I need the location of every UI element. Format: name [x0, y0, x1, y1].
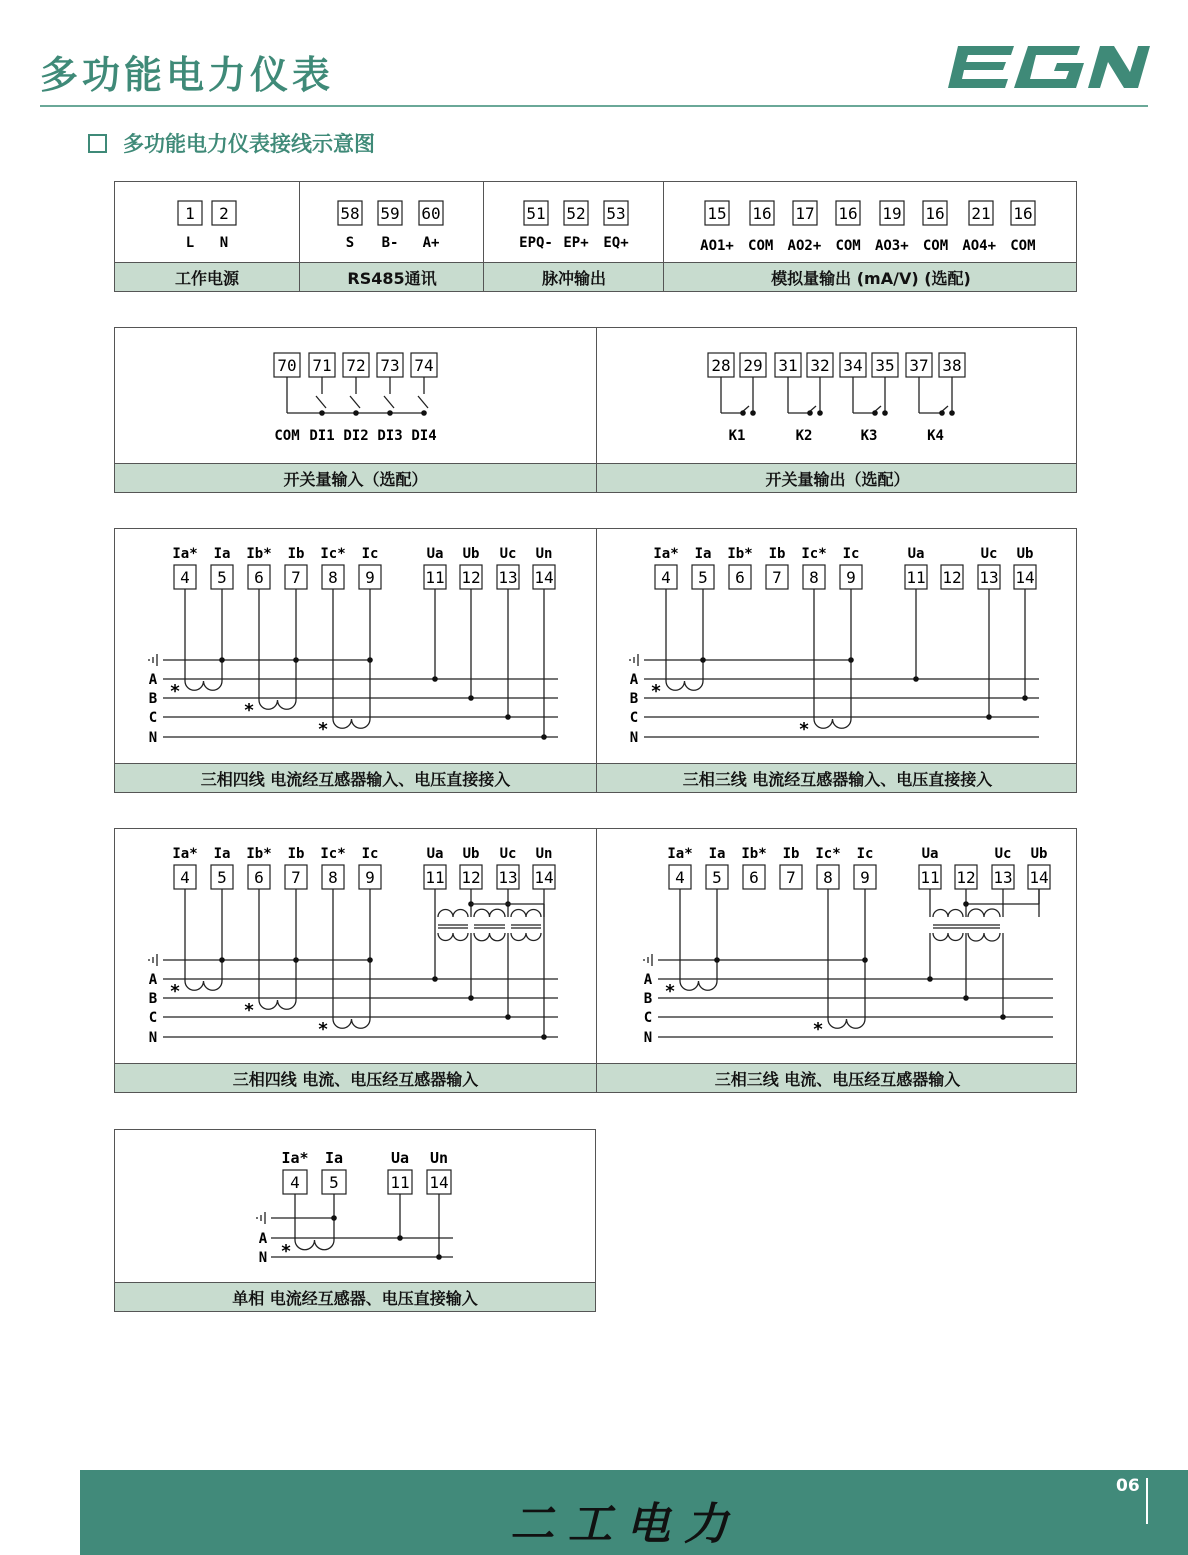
- switch-contact: [316, 396, 326, 408]
- terminal-label: Ub: [462, 846, 480, 862]
- junction-dot: [939, 410, 945, 416]
- terminal-number: 5: [712, 868, 722, 887]
- caption-3p4w-ct: 三相四线 电流经互感器输入、电压直接接入: [200, 769, 511, 789]
- terminal-label: A: [629, 672, 639, 688]
- polarity-star: *: [664, 981, 676, 1002]
- terminal-number: 73: [380, 356, 400, 375]
- terminal-label: C: [148, 1010, 158, 1026]
- ct-coil: [333, 1019, 370, 1028]
- terminal-label: AO3+: [874, 238, 909, 254]
- terminal-label: N: [643, 1030, 653, 1046]
- terminal-number: 19: [882, 204, 902, 223]
- junction-dot: [397, 1235, 403, 1241]
- terminal-label: Ia: [694, 546, 712, 562]
- terminal-label: Ia: [708, 846, 726, 862]
- terminal-number: 8: [328, 568, 338, 587]
- terminal-number: 60: [421, 204, 441, 223]
- terminal-label: B: [148, 991, 158, 1007]
- junction-dot: [882, 410, 888, 416]
- terminal-number: 12: [942, 568, 962, 587]
- ct-coil: [438, 910, 468, 918]
- terminal-number: 13: [979, 568, 999, 587]
- polarity-star: *: [798, 719, 810, 740]
- ct-coil: [933, 910, 963, 918]
- terminal-label: A: [643, 972, 653, 988]
- ct-coil: [666, 681, 703, 690]
- junction-dot: [700, 657, 706, 663]
- terminal-number: 4: [290, 1173, 300, 1192]
- terminal-number: 28: [711, 356, 731, 375]
- terminal-number: 6: [749, 868, 759, 887]
- junction-dot: [541, 734, 547, 740]
- terminal-number: 6: [254, 868, 264, 887]
- ct-coil: [185, 981, 222, 990]
- terminal-label: EQ+: [603, 235, 629, 251]
- terminal-label: Ub: [1016, 546, 1034, 562]
- ct-coil: [259, 1000, 296, 1009]
- terminal-number: 74: [414, 356, 434, 375]
- junction-dot: [319, 410, 325, 416]
- terminal-label: C: [148, 710, 158, 726]
- terminal-number: 11: [425, 568, 445, 587]
- terminal-number: 35: [875, 356, 895, 375]
- terminal-number: 4: [675, 868, 685, 887]
- terminal-label: Uc: [994, 846, 1012, 862]
- terminal-number: 16: [838, 204, 858, 223]
- terminal-number: 9: [365, 868, 375, 887]
- terminal-label: B: [643, 991, 653, 1007]
- terminal-number: 4: [661, 568, 671, 587]
- terminal-number: 38: [942, 356, 962, 375]
- junction-dot: [367, 957, 373, 963]
- terminal-label: AO4+: [962, 238, 997, 254]
- io-panel: [114, 327, 1077, 493]
- terminal-number: 5: [329, 1173, 339, 1192]
- terminal-label: Ua: [921, 846, 939, 862]
- terminal-number: 6: [254, 568, 264, 587]
- junction-dot: [293, 657, 299, 663]
- terminal-label: Un: [535, 846, 553, 862]
- terminal-label: Ib: [287, 846, 305, 862]
- terminal-number: 21: [971, 204, 991, 223]
- junction-dot: [421, 410, 427, 416]
- terminal-label: AO2+: [787, 238, 822, 254]
- terminal-label: DI4: [411, 428, 437, 444]
- junction-dot: [872, 410, 878, 416]
- polarity-star: *: [169, 981, 181, 1002]
- terminal-label: DI2: [343, 428, 369, 444]
- junction-dot: [432, 976, 438, 982]
- junction-dot: [468, 995, 474, 1001]
- ct-coil: [968, 933, 1000, 941]
- terminal-number: 7: [786, 868, 796, 887]
- terminal-label: Ic*: [320, 546, 346, 562]
- terminal-label: Ic*: [815, 846, 841, 862]
- terminal-label: Ib: [782, 846, 800, 862]
- terminal-panel: [114, 181, 1077, 292]
- terminal-label: Un: [429, 1149, 449, 1167]
- wiring-panel-2: [114, 828, 1077, 1093]
- terminal-label: C: [629, 710, 639, 726]
- terminal-label: L: [185, 235, 195, 251]
- terminal-label: B: [629, 691, 639, 707]
- terminal-number: 13: [498, 868, 518, 887]
- junction-dot: [1022, 695, 1028, 701]
- terminal-number: 9: [846, 568, 856, 587]
- junction-dot: [986, 714, 992, 720]
- junction-dot: [817, 410, 823, 416]
- terminal-label: Ia*: [172, 846, 198, 862]
- terminal-label: N: [148, 730, 158, 746]
- terminal-number: 8: [328, 868, 338, 887]
- terminal-label: Ia: [324, 1149, 344, 1167]
- page-title: 多功能电力仪表: [40, 53, 335, 97]
- junction-dot: [848, 657, 854, 663]
- terminal-number: 31: [778, 356, 798, 375]
- terminal-label: Uc: [499, 546, 517, 562]
- terminal-number: 16: [925, 204, 945, 223]
- terminal-number: 72: [346, 356, 366, 375]
- terminal-number: 14: [429, 1173, 449, 1192]
- terminal-number: 58: [340, 204, 360, 223]
- ct-coil: [333, 719, 370, 728]
- terminal-number: 12: [461, 868, 481, 887]
- terminal-label: DI1: [309, 428, 335, 444]
- terminal-label: Ib*: [741, 846, 767, 862]
- switch-contact: [418, 396, 428, 408]
- terminal-number: 4: [180, 568, 190, 587]
- ct-coil: [511, 910, 541, 918]
- ct-coil: [185, 681, 222, 690]
- junction-dot: [963, 995, 969, 1001]
- ct-coil: [968, 909, 1000, 917]
- terminal-label: EP+: [563, 235, 589, 251]
- junction-dot: [1000, 1014, 1006, 1020]
- terminal-number: 71: [312, 356, 332, 375]
- ct-coil: [933, 933, 963, 941]
- switch-contact: [350, 396, 360, 408]
- terminal-label: N: [219, 235, 229, 251]
- terminal-label: Ub: [1030, 846, 1048, 862]
- terminal-label: Ic: [361, 546, 379, 562]
- terminal-label: A+: [422, 235, 440, 251]
- terminal-label: Ic*: [320, 846, 346, 862]
- terminal-number: 11: [906, 568, 926, 587]
- polarity-star: *: [280, 1241, 292, 1262]
- terminal-label: K2: [795, 428, 813, 444]
- checkbox-square-icon: [88, 134, 107, 153]
- terminal-number: 12: [461, 568, 481, 587]
- junction-dot: [740, 410, 746, 416]
- terminal-label: Ia*: [653, 546, 679, 562]
- junction-dot: [331, 1215, 337, 1221]
- header-rule: [40, 105, 1148, 107]
- terminal-label: Un: [535, 546, 553, 562]
- terminal-label: DI3: [377, 428, 403, 444]
- junction-dot: [293, 957, 299, 963]
- terminal-number: 51: [526, 204, 546, 223]
- terminal-number: 29: [743, 356, 763, 375]
- terminal-label: Ia: [213, 846, 231, 862]
- divider: [596, 829, 597, 1092]
- terminal-number: 11: [920, 868, 940, 887]
- terminal-number: 2: [219, 204, 229, 223]
- terminal-label: A: [148, 672, 158, 688]
- terminal-label: Ic: [856, 846, 874, 862]
- terminal-number: 11: [425, 868, 445, 887]
- terminal-number: 34: [843, 356, 863, 375]
- wiring-panel-1: [114, 528, 1077, 793]
- junction-dot: [541, 1034, 547, 1040]
- terminal-number: 6: [735, 568, 745, 587]
- polarity-star: *: [169, 681, 181, 702]
- terminal-number: 37: [909, 356, 929, 375]
- terminal-number: 7: [291, 568, 301, 587]
- terminal-label: AO1+: [700, 238, 734, 254]
- terminal-label: N: [148, 1030, 158, 1046]
- terminal-label: COM: [748, 238, 774, 254]
- terminal-number: 13: [498, 568, 518, 587]
- terminal-captions: [115, 262, 1076, 291]
- caption-power: 工作电源: [174, 268, 239, 288]
- junction-dot: [505, 714, 511, 720]
- terminal-label: COM: [835, 238, 861, 254]
- terminal-number: 9: [365, 568, 375, 587]
- terminal-label: COM: [922, 238, 949, 254]
- terminal-number: 1: [185, 204, 195, 223]
- io-captions: [115, 463, 1076, 492]
- junction-dot: [862, 957, 868, 963]
- terminal-label: Uc: [499, 846, 517, 862]
- junction-dot: [913, 676, 919, 682]
- junction-dot: [367, 657, 373, 663]
- section-heading: 多功能电力仪表接线示意图: [88, 128, 375, 158]
- caption-analog: 模拟量输出 (mA/V) (选配): [663, 263, 1078, 291]
- terminal-label: Ia*: [281, 1149, 309, 1167]
- terminal-number: 7: [291, 868, 301, 887]
- caption-do: 开关量输出（选配）: [596, 464, 1078, 492]
- terminal-label: S: [345, 235, 355, 251]
- terminal-label: Ic: [842, 546, 860, 562]
- terminal-label: C: [643, 1010, 653, 1026]
- terminal-label: K4: [927, 428, 944, 444]
- terminal-number: 5: [217, 868, 227, 887]
- terminal-label: K1: [728, 428, 746, 444]
- junction-dot: [219, 657, 225, 663]
- egn-logo: [948, 44, 1150, 90]
- terminal-label: Ua: [426, 846, 444, 862]
- ct-coil: [295, 1240, 334, 1250]
- junction-dot: [353, 410, 359, 416]
- junction-dot: [927, 976, 933, 982]
- wiring-panel-single: [114, 1129, 596, 1312]
- terminal-number: 8: [823, 868, 833, 887]
- polarity-star: *: [243, 700, 255, 721]
- terminal-label: B: [148, 691, 158, 707]
- terminal-label: B-: [381, 235, 399, 251]
- terminal-number: 7: [772, 568, 782, 587]
- ct-coil: [828, 1019, 865, 1028]
- terminal-label: Ib*: [246, 546, 272, 562]
- junction-dot: [219, 957, 225, 963]
- junction-dot: [949, 410, 955, 416]
- terminal-label: A: [258, 1231, 268, 1247]
- ct-coil: [680, 981, 717, 990]
- terminal-label: Ib: [768, 546, 786, 562]
- terminal-label: Uc: [980, 546, 998, 562]
- polarity-star: *: [650, 681, 662, 702]
- terminal-label: N: [629, 730, 639, 746]
- terminal-number: 14: [1029, 868, 1049, 887]
- terminal-label: Ub: [462, 546, 480, 562]
- terminal-label: Ua: [907, 546, 925, 562]
- ct-coil: [474, 933, 505, 941]
- terminal-number: 5: [217, 568, 227, 587]
- junction-dot: [963, 901, 969, 907]
- caption-3p4w-ct-pt: 三相四线 电流、电压经互感器输入: [232, 1069, 479, 1089]
- terminal-number: 8: [809, 568, 819, 587]
- caption-di: 开关量输入（选配）: [283, 469, 428, 489]
- polarity-star: *: [317, 719, 329, 740]
- terminal-label: Ia: [213, 546, 231, 562]
- caption-pulse: 脉冲输出: [483, 263, 664, 291]
- divider: [596, 529, 597, 792]
- terminal-number: 52: [566, 204, 586, 223]
- terminal-number: 5: [698, 568, 708, 587]
- terminal-number: 4: [180, 868, 190, 887]
- terminal-label: Ib*: [727, 546, 753, 562]
- page-number-bar: [1146, 1478, 1148, 1524]
- terminal-number: 9: [860, 868, 870, 887]
- polarity-star: *: [317, 1019, 329, 1040]
- junction-dot: [807, 410, 813, 416]
- terminal-label: N: [258, 1250, 268, 1266]
- terminal-label: EPQ-: [519, 235, 553, 251]
- terminal-label: Ua: [426, 546, 444, 562]
- terminal-label: Ua: [390, 1149, 410, 1167]
- terminal-number: 14: [534, 568, 554, 587]
- junction-dot: [714, 957, 720, 963]
- terminal-label: K3: [860, 428, 878, 444]
- terminal-number: 13: [993, 868, 1013, 887]
- caption-rs485: RS485通讯: [299, 263, 484, 291]
- ct-coil: [474, 909, 505, 917]
- terminal-number: 14: [534, 868, 554, 887]
- polarity-star: *: [243, 1000, 255, 1021]
- terminal-label: COM: [1010, 238, 1036, 254]
- terminal-number: 11: [390, 1173, 410, 1192]
- terminal-number: 14: [1015, 568, 1035, 587]
- junction-dot: [436, 1254, 442, 1260]
- caption-single-phase: 单相 电流经互感器、电压直接输入: [115, 1282, 595, 1311]
- terminal-number: 16: [752, 204, 772, 223]
- terminal-number: 70: [277, 356, 297, 375]
- switch-contact: [384, 396, 394, 408]
- terminal-label: Ic: [361, 846, 379, 862]
- junction-dot: [750, 410, 756, 416]
- page-number: 06: [1116, 1476, 1140, 1496]
- terminal-label: Ia*: [667, 846, 693, 862]
- terminal-number: 12: [956, 868, 976, 887]
- terminal-label: A: [148, 972, 158, 988]
- junction-dot: [505, 1014, 511, 1020]
- terminal-label: COM: [274, 428, 300, 444]
- terminal-number: 32: [810, 356, 830, 375]
- terminal-number: 15: [707, 204, 727, 223]
- terminal-number: 59: [380, 204, 400, 223]
- terminal-number: 17: [795, 204, 815, 223]
- wiring-captions-1: [115, 763, 1076, 792]
- junction-dot: [432, 676, 438, 682]
- ct-coil: [259, 700, 296, 709]
- terminal-label: Ib: [287, 546, 305, 562]
- polarity-star: *: [812, 1019, 824, 1040]
- junction-dot: [387, 410, 393, 416]
- terminal-label: Ia*: [172, 546, 198, 562]
- footer-band: [80, 1470, 1188, 1555]
- terminal-number: 53: [606, 204, 626, 223]
- ct-coil: [511, 933, 541, 941]
- wiring-captions-2: [115, 1063, 1076, 1092]
- ct-coil: [814, 719, 851, 728]
- junction-dot: [468, 695, 474, 701]
- caption-3p3w-ct: 三相三线 电流经互感器输入、电压直接接入: [596, 764, 1078, 792]
- terminal-number: 16: [1013, 204, 1033, 223]
- terminal-label: Ic*: [801, 546, 827, 562]
- footer-brand: 二工电力: [510, 1499, 742, 1550]
- caption-3p3w-ct-pt: 三相三线 电流、电压经互感器输入: [596, 1064, 1078, 1092]
- terminal-label: Ib*: [246, 846, 272, 862]
- ct-coil: [438, 933, 468, 941]
